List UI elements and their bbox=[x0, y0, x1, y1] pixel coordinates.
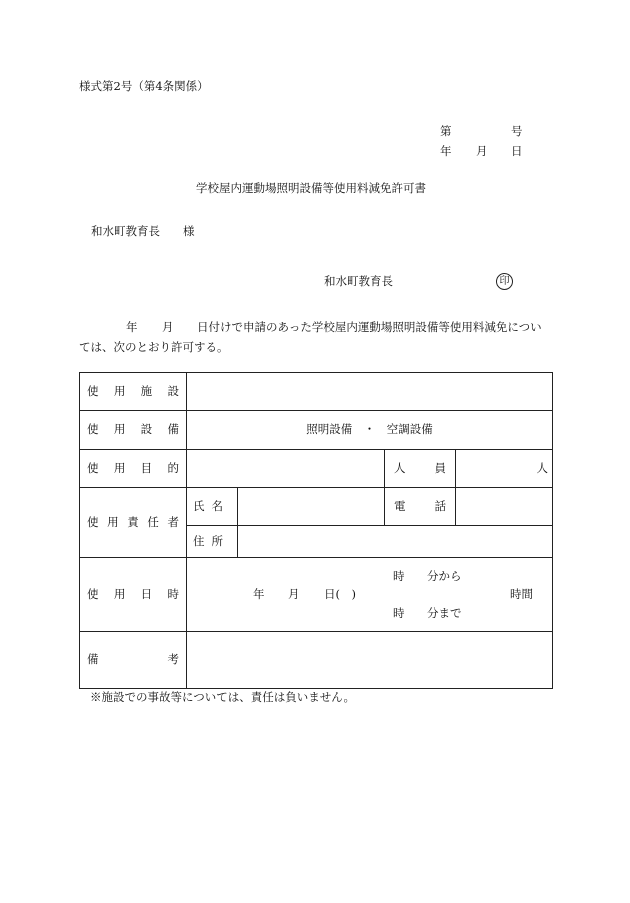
row-datetime bbox=[80, 558, 553, 632]
body-year: 年 bbox=[126, 320, 138, 334]
footnote: ※施設での事故等については、責任は負いません。 bbox=[90, 690, 355, 704]
phone-value[interactable] bbox=[456, 488, 553, 526]
equipment-value[interactable]: 照明設備 ・ 空調設備 bbox=[187, 411, 553, 450]
datetime-value[interactable] bbox=[187, 558, 553, 632]
phone-label: 電 話 bbox=[385, 488, 456, 526]
body-line1: 日付けで申請のあった学校屋内運動場照明設備等使用料減免につい bbox=[197, 320, 542, 334]
document-title: 学校屋内運動場照明設備等使用料減免許可書 bbox=[196, 181, 426, 195]
body-line2: ては、次のとおり許可する。 bbox=[79, 340, 229, 354]
doc-number-suffix: 号 bbox=[511, 124, 523, 138]
row-purpose bbox=[80, 450, 553, 488]
facility-label: 使 用 施 設 bbox=[80, 373, 187, 411]
remarks-value[interactable] bbox=[187, 632, 553, 689]
people-unit[interactable]: 人 bbox=[456, 450, 553, 488]
dt-year: 年 bbox=[253, 587, 265, 601]
address-label: 住 所 bbox=[187, 526, 238, 558]
dt-to-hour: 時 bbox=[393, 606, 405, 620]
datetime-label: 使 用 日 時 bbox=[80, 558, 187, 632]
equipment-label: 使 用 設 備 bbox=[80, 411, 187, 450]
facility-value[interactable] bbox=[187, 373, 553, 411]
date-year: 年 bbox=[440, 144, 452, 158]
dt-hours: 時間 bbox=[510, 587, 533, 601]
dt-from: 分から bbox=[427, 569, 462, 583]
dt-to: 分まで bbox=[427, 606, 462, 620]
permit-table bbox=[79, 372, 553, 689]
form-number: 様式第2号（第4条関係） bbox=[79, 79, 209, 93]
purpose-value[interactable] bbox=[187, 450, 385, 488]
people-label: 人 員 bbox=[385, 450, 456, 488]
purpose-label: 使 用 目 的 bbox=[80, 450, 187, 488]
name-value[interactable] bbox=[238, 488, 385, 526]
row-responsible-name bbox=[80, 488, 553, 526]
date-day: 日 bbox=[511, 144, 523, 158]
addressee-honorific: 様 bbox=[183, 224, 195, 238]
address-value[interactable] bbox=[238, 526, 553, 558]
row-remarks bbox=[80, 632, 553, 689]
issuer-name: 和水町教育長 bbox=[324, 274, 393, 288]
dt-month: 月 bbox=[288, 587, 300, 601]
seal-mark bbox=[496, 273, 513, 290]
dt-from-hour: 時 bbox=[393, 569, 405, 583]
remarks-label: 備 考 bbox=[80, 632, 187, 689]
dt-day: 日( ) bbox=[324, 587, 356, 601]
addressee-name: 和水町教育長 bbox=[91, 224, 160, 238]
doc-number-prefix: 第 bbox=[440, 124, 452, 138]
seal-icon: 印 bbox=[496, 273, 513, 290]
responsible-label: 使 用 責 任 者 bbox=[80, 488, 187, 558]
row-equipment bbox=[80, 411, 553, 450]
body-month: 月 bbox=[162, 320, 174, 334]
name-label: 氏 名 bbox=[187, 488, 238, 526]
date-month: 月 bbox=[476, 144, 488, 158]
row-facility bbox=[80, 373, 553, 411]
